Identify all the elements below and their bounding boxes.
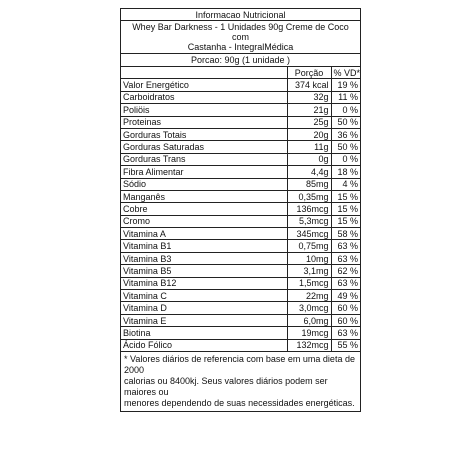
table-row	[121, 141, 360, 153]
nutrient-amount: 25g	[287, 116, 331, 128]
nutrient-amount: 6,0mg	[287, 314, 331, 326]
table-row	[121, 190, 360, 202]
nutrient-name: Vitamina A	[121, 228, 287, 240]
nutrient-name: Gorduras Saturadas	[121, 141, 287, 153]
nutrient-name: Gorduras Totais	[121, 128, 287, 140]
nutrient-vd: 19 %	[331, 79, 360, 91]
nutrient-vd: 63 %	[331, 252, 360, 264]
table-row	[121, 128, 360, 140]
nutrient-vd: 60 %	[331, 302, 360, 314]
nutrient-name: Vitamina D	[121, 302, 287, 314]
table-row	[121, 91, 360, 103]
nutrient-amount: 374 kcal	[287, 79, 331, 91]
nutrient-name: Proteinas	[121, 116, 287, 128]
nutrient-name: Poliöis	[121, 104, 287, 116]
table-row	[121, 166, 360, 178]
table-row	[121, 265, 360, 277]
nutrient-vd: 36 %	[331, 128, 360, 140]
header-nutrient	[121, 67, 287, 79]
nutrient-name: Vitamina B5	[121, 265, 287, 277]
table-row	[121, 302, 360, 314]
table-row	[121, 178, 360, 190]
nutrient-amount: 0g	[287, 153, 331, 165]
nutrient-vd: 63 %	[331, 327, 360, 339]
nutrient-vd: 62 %	[331, 265, 360, 277]
nutrient-name: Carboidratos	[121, 91, 287, 103]
table-row	[121, 339, 360, 351]
table-row	[121, 203, 360, 215]
nutrition-table	[121, 67, 360, 352]
nutrient-vd: 49 %	[331, 290, 360, 302]
nutrient-amount: 3,0mcg	[287, 302, 331, 314]
nutrient-name: Vitamina C	[121, 290, 287, 302]
nutrient-amount: 85mg	[287, 178, 331, 190]
nutrient-amount: 136mcg	[287, 203, 331, 215]
nutrient-amount: 132mcg	[287, 339, 331, 351]
footnote-line-2: calorias ou 8400kj. Seus valores diários podem ser maiores ou	[124, 375, 328, 397]
nutrient-name: Vitamina B1	[121, 240, 287, 252]
nutrient-amount: 22mg	[287, 290, 331, 302]
table-row	[121, 153, 360, 165]
nutrient-amount: 21g	[287, 104, 331, 116]
table-row	[121, 215, 360, 227]
nutrient-amount: 19mcg	[287, 327, 331, 339]
table-row	[121, 252, 360, 264]
table-row	[121, 290, 360, 302]
nutrient-vd: 0 %	[331, 153, 360, 165]
product-name-line-2: Castanha - IntegralMédica	[187, 42, 294, 52]
nutrient-vd: 11 %	[331, 91, 360, 103]
nutrient-name: Sódio	[121, 178, 287, 190]
footnote	[121, 352, 360, 411]
nutrient-name: Cobre	[121, 203, 287, 215]
nutrient-vd: 0 %	[331, 104, 360, 116]
nutrient-name: Gorduras Trans	[121, 153, 287, 165]
table-row	[121, 240, 360, 252]
nutrient-vd: 63 %	[331, 240, 360, 252]
table-row	[121, 79, 360, 91]
nutrient-vd: 15 %	[331, 203, 360, 215]
header-portion: Porção	[287, 67, 331, 79]
nutrient-name: Manganês	[121, 190, 287, 202]
nutrient-name: Cromo	[121, 215, 287, 227]
nutrient-vd: 63 %	[331, 277, 360, 289]
nutrient-name: Ácido Fólico	[121, 339, 287, 351]
table-row	[121, 228, 360, 240]
nutrient-name: Vitamina B3	[121, 252, 287, 264]
footnote-line-1: * Valores diários de referencia com base em uma dieta de 2000	[124, 353, 355, 375]
nutrient-amount: 0,35mg	[287, 190, 331, 202]
nutrient-name: Biotina	[121, 327, 287, 339]
product-name-line-1: Whey Bar Darkness - 1 Unidades 90g Creme de Coco com	[132, 22, 349, 42]
header-vd: % VD*	[331, 67, 360, 79]
table-row	[121, 314, 360, 326]
nutrient-vd: 58 %	[331, 228, 360, 240]
table-row	[121, 277, 360, 289]
nutrient-amount: 4,4g	[287, 166, 331, 178]
label-title: Informacao Nutricional	[121, 9, 360, 21]
nutrient-vd: 50 %	[331, 116, 360, 128]
portion-size: Porcao: 90g (1 unidade )	[121, 54, 360, 67]
nutrient-name: Fibra Alimentar	[121, 166, 287, 178]
nutrient-vd: 15 %	[331, 215, 360, 227]
table-header-row	[121, 67, 360, 79]
nutrient-amount: 0,75mg	[287, 240, 331, 252]
nutrient-name: Vitamina E	[121, 314, 287, 326]
nutrient-amount: 1,5mcg	[287, 277, 331, 289]
table-row	[121, 104, 360, 116]
nutrition-facts-panel	[120, 8, 361, 412]
nutrient-amount: 11g	[287, 141, 331, 153]
table-row	[121, 116, 360, 128]
nutrient-vd: 18 %	[331, 166, 360, 178]
table-row	[121, 327, 360, 339]
nutrient-amount: 345mcg	[287, 228, 331, 240]
nutrient-amount: 5,3mcg	[287, 215, 331, 227]
footnote-line-3: menores dependendo de suas necessidades energéticas.	[124, 397, 355, 408]
product-name	[121, 21, 360, 54]
nutrient-name: Vitamina B12	[121, 277, 287, 289]
nutrient-amount: 3,1mg	[287, 265, 331, 277]
nutrient-vd: 50 %	[331, 141, 360, 153]
nutrient-vd: 60 %	[331, 314, 360, 326]
nutrient-amount: 20g	[287, 128, 331, 140]
nutrient-vd: 15 %	[331, 190, 360, 202]
nutrient-amount: 10mg	[287, 252, 331, 264]
nutrient-name: Valor Energético	[121, 79, 287, 91]
nutrient-amount: 32g	[287, 91, 331, 103]
nutrient-vd: 55 %	[331, 339, 360, 351]
nutrient-vd: 4 %	[331, 178, 360, 190]
